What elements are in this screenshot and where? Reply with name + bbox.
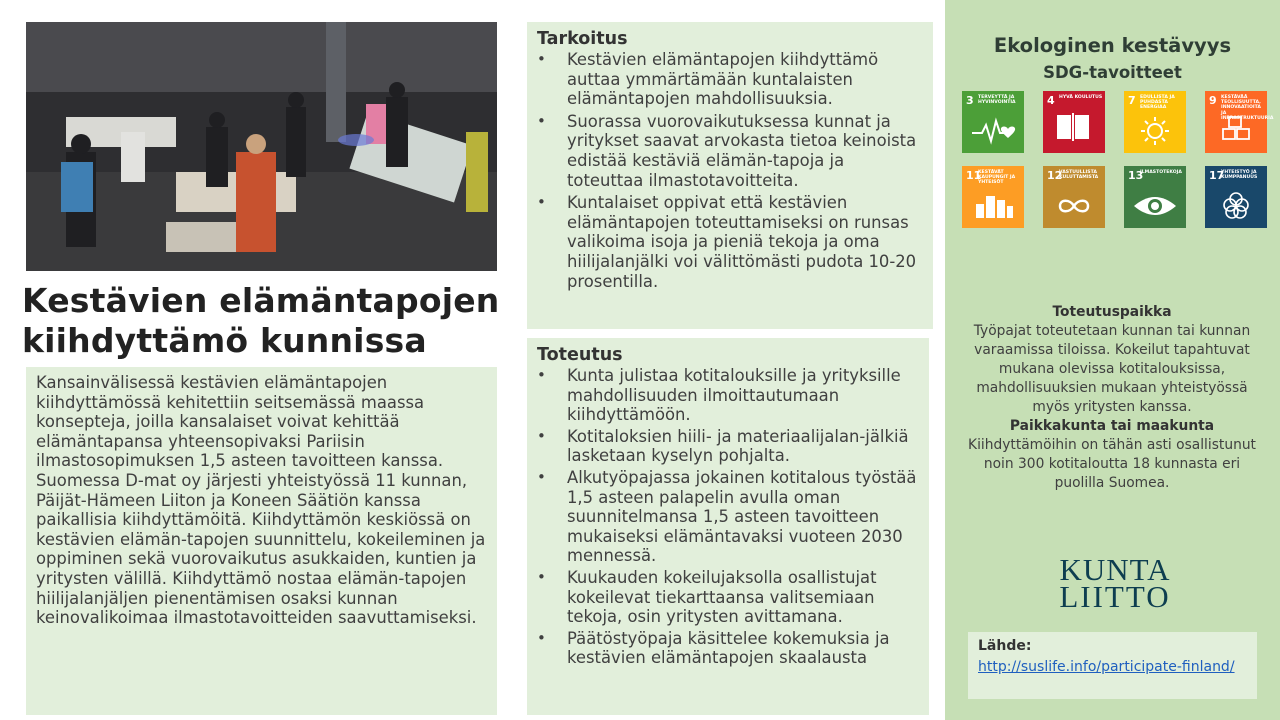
source-box xyxy=(968,632,1257,699)
intro-text: Kansainvälisessä kestävien elämäntapojen kiihdyttämössä kehitettiin seitsemässä maassa konsepteja, joilla kansalaiset voivat kehittää elämäntapansa yhteensopivaksi Pariisin ilmastosopimuksen 1,5 asteen tavoitteen kanssa. Suomessa D-mat oy järjesti yhteistyössä 11 kunnan, Päijät-Hämeen Liiton ja Koneen Säätiön kanssa paikallisia kiihdyttämöitä. Kiihdyttämön keskiössä on kestävien elämän-tapojen suunnittelu, kokeileminen ja oppiminen sekä vuorovaikutus asukkaiden, kuntien ja yritysten välillä. Kiihdyttämö nostaa elämän-tapojen hiilijalanjäljen pienentämisen osaksi kunnan keinovalikoimaa ilmastotavoitteiden saavuttamiseksi. xyxy=(36,373,486,628)
sdg-tile-13: 13 ILMASTOTEKOJA xyxy=(1124,166,1186,228)
place-label: Toteutuspaikka xyxy=(1052,304,1172,320)
implementation-heading: Toteutus xyxy=(537,345,623,365)
source-link[interactable]: http://suslife.info/participate-finland/ xyxy=(978,659,1235,675)
title-line-1: Kestävien elämäntapojen xyxy=(22,281,500,320)
purpose-panel xyxy=(527,22,933,329)
sdg-tile-7: 7 EDULLISTA JA PUHDASTA ENERGIAA xyxy=(1124,91,1186,153)
list-item: • Kuntalaiset oppivat että kestävien elämäntapojen toteuttamiseksi on runsas valikoima isoja ja pieniä tekoja ja oma hiilijalanjälki voi välittömästi pudota 10-20 prosentilla. xyxy=(537,193,923,291)
list-item: • Kuukauden kokeilujaksolla osallistujat kokeilevat tiekarttaansa valitsemiaan tekoja, osin yritysten avittamana. xyxy=(537,568,919,627)
sdg-tile-4: 4 HYVÄ KOULUTUS xyxy=(1043,91,1105,153)
source-label: Lähde: xyxy=(978,638,1032,654)
purpose-list xyxy=(537,50,923,291)
list-item: • Kunta julistaa kotitalouksille ja yrityksille mahdollisuuden ilmoittautumaan kiihdyttämöön. xyxy=(537,366,919,425)
list-item: • Kestävien elämäntapojen kiihdyttämö auttaa ymmärtämään kuntalaisten elämäntapojen mahdollisuuksia. xyxy=(537,50,923,109)
workshop-photo xyxy=(26,22,497,271)
sdg-tile-12: 12 VASTUULLISTA KULUTTAMISTA xyxy=(1043,166,1105,228)
kuntaliitto-logo xyxy=(1025,553,1205,611)
implementation-list xyxy=(537,366,919,668)
sdg-tile-3: 3 TERVEYTTÄ JA HYVINVOINTIA xyxy=(962,91,1024,153)
list-item: • Suorassa vuorovaikutuksessa kunnat ja yritykset saavat arvokasta tietoa keinoista edistää kestäviä elämän-tapoja ja toteuttaa ilmastotavoitteita. xyxy=(537,112,923,190)
sdg-tile-9: 9 KESTÄVÄÄ TEOLLISUUTTA, INNOVAATIOITA JA INFRASTRUKTUURIA xyxy=(1205,91,1267,153)
region-label: Paikkakunta tai maakunta xyxy=(1009,418,1215,434)
purpose-heading: Tarkoitus xyxy=(537,29,628,49)
intro-panel xyxy=(26,367,497,715)
place-text: Työpajat toteutetaan kunnan tai kunnan varaamissa tiloissa. Kokeilut tapahtuvat mukana olevissa kotitalouksissa, mahdollisuuksien mukaan yhteistyössä myös yritysten kanssa. xyxy=(973,323,1251,415)
list-item: • Kotitaloksien hiili- ja materiaalijalan-jälkiä lasketaan kyselyn pohjalta. xyxy=(537,427,919,466)
region-text: Kiihdyttämöihin on tähän asti osallistunut noin 300 kotitaloutta 18 kunnasta eri puolilla Suomea. xyxy=(968,437,1256,491)
page-title xyxy=(22,281,512,361)
sdg-title: SDG-tavoitteet xyxy=(1043,63,1182,82)
ecological-title: Ekologinen kestävyys xyxy=(993,34,1232,57)
list-item: • Päätöstyöpaja käsittelee kokemuksia ja kestävien elämäntapojen skaalausta xyxy=(537,629,919,668)
sdg-tile-11: 11 KESTÄVÄT KAUPUNGIT JA YHTEISÖT xyxy=(962,166,1024,228)
list-item: • Alkutyöpajassa jokainen kotitalous työstää 1,5 asteen palapelin avulla oman suunnitelmansa 1,5 asteen tavoitteen mukaiseksi elämäntavaksi vuoteen 2030 mennessä. xyxy=(537,468,919,566)
logo-line-1: KUNTA xyxy=(1059,553,1171,587)
implementation-panel xyxy=(527,338,929,715)
sdg-tile-17: 17 YHTEISTYÖ JA KUMPPANUUS xyxy=(1205,166,1267,228)
implementation-place xyxy=(962,303,1262,493)
logo-line-2: LIITTO xyxy=(1059,579,1171,611)
title-line-2: kiihdyttämö kunnissa xyxy=(22,321,427,360)
